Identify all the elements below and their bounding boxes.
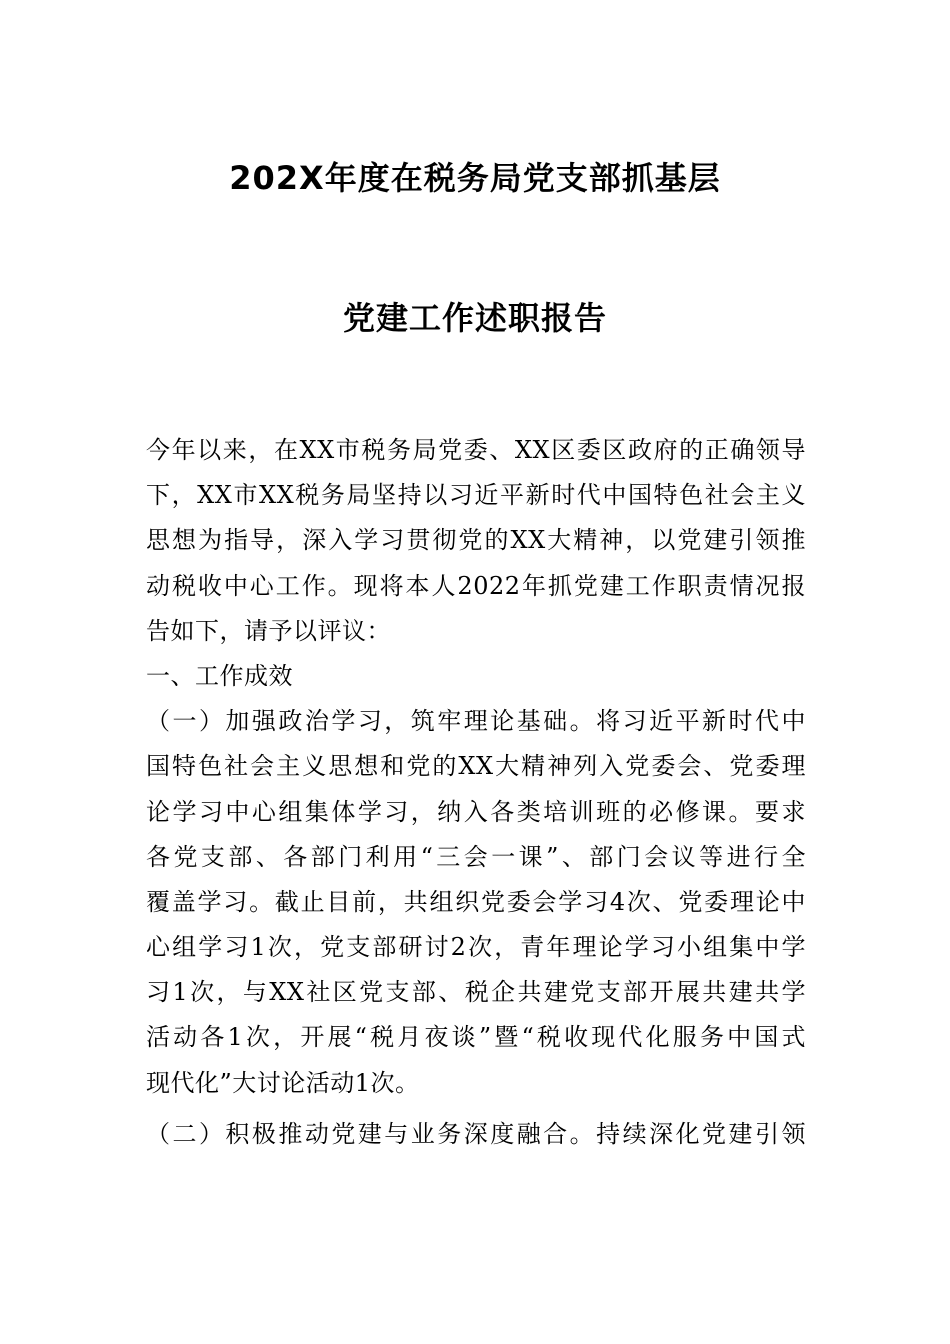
body-line: 思想为指导，深入学习贯彻党的XX大精神，以党建引领推 — [146, 526, 806, 555]
body-line: 活动各1次，开展“税月夜谈”暨“税收现代化服务中国式 — [146, 1023, 806, 1052]
body-line: 动税收中心工作。现将本人2022年抓党建工作职责情况报 — [146, 571, 806, 600]
body-line: 论学习中心组集体学习，纳入各类培训班的必修课。要求 — [146, 797, 806, 826]
body-line: 心组学习1次，党支部研讨2次，青年理论学习小组集中学 — [146, 933, 806, 962]
body-line: 现代化”大讨论活动1次。 — [146, 1068, 420, 1097]
body-line: 覆盖学习。截止目前，共组织党委会学习4次、党委理论中 — [146, 887, 806, 916]
section-heading: 一、工作成效 — [146, 661, 293, 690]
body-line: （二）积极推动党建与业务深度融合。持续深化党建引领 — [146, 1119, 806, 1148]
document-title-line-2: 党建工作述职报告 — [342, 299, 607, 337]
body-line: 告如下，请予以评议： — [146, 616, 391, 645]
body-line: 各党支部、各部门利用“三会一课”、部门会议等进行全 — [146, 842, 806, 871]
body-line: （一）加强政治学习，筑牢理论基础。将习近平新时代中 — [146, 707, 806, 736]
body-line: 国特色社会主义思想和党的XX大精神列入党委会、党委理 — [146, 752, 806, 781]
document-body — [146, 428, 806, 1157]
body-line: 今年以来，在XX市税务局党委、XX区委区政府的正确领导 — [146, 436, 806, 464]
body-line: 下，XX市XX税务局坚持以习近平新时代中国特色社会主义 — [146, 481, 806, 510]
document-title-line-1: 202X年度在税务局党支部抓基层 — [229, 159, 721, 197]
body-line: 习1次，与XX社区党支部、税企共建党支部开展共建共学 — [146, 978, 806, 1007]
